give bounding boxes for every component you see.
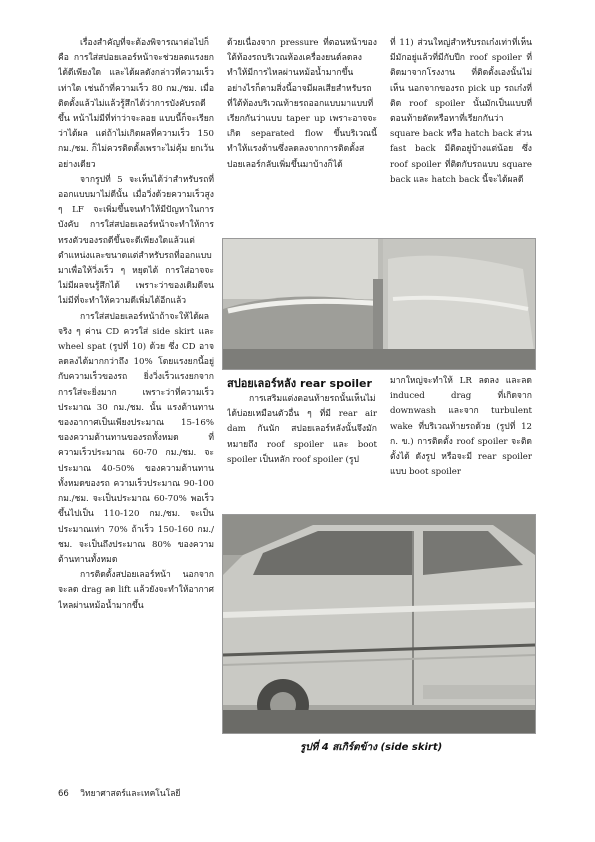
column-2-section-text: [227, 392, 377, 510]
rear-spoiler-heading: สปอยเลอร์หลัง rear spoiler: [227, 377, 372, 390]
column-3-section-text: [390, 374, 532, 510]
page-footer: [58, 786, 258, 800]
column-2-text: [227, 36, 377, 236]
col2-paragraph-1: ด้วยเนื่องจาก pressure ที่ตอนหน้าของใต้ท้องรถบริเวณห้องเครื่องยนต์ลดลงทำให้มีการไหลผ่านหม้อน้ำมากขึ้น อย่างไรก็ตามสิ่งนี้อาจมีผลเสียสำหรับรถที่ใต้ท้องบริเวณท้ายรถออกแบบมาแบบที่เรียกกันว่าแบบ taper up เพราะอาจจะเกิด separated flow ขึ้นบริเวณนี้ ทำให้แรงต้านซึ่งลดลงจากการติดตั้งสปอยเลอร์กลับเพิ่มขึ้นมาบ้างก็ได้: [227, 38, 377, 170]
rear-spoiler-illustration: [223, 239, 535, 369]
col1-paragraph-4: การติดตั้งสปอยเลอร์หน้า นอกจากจะลด drag ลด lift แล้วยังจะทำให้อากาศไหลผ่านหม้อน้ำมากขึ้น: [58, 570, 214, 611]
col1-paragraph-2: จากรูปที่ 5 จะเห็นได้ว่าสำหรับรถที่ออกแบบมาไม่ดีนั้น เมื่อวิ่งด้วยความเร็วสูง ๆ LF จะเพิ่มขึ้นจนทำให้มีปัญหาในการบังคับ การใส่สปอยเลอร์หน้าจะทำให้การทรงตัวของรถดีขึ้นจะดีเพียงใดแล้วแต่ตำแหน่งและขนาดแต่สำหรับรถที่ออกแบบมาเพื่อให้วิ่งเร็ว ๆ หยุดได้ การใส่อาจจะไม่มีผลจนรู้สึกได้ เพราะว่าของเดิมดีจนไม่มีที่จะทำให้ความดีเพิ่มได้อีกแล้ว: [58, 174, 214, 307]
side-skirt-car-illustration: [223, 515, 535, 733]
figure-caption: รูปที่ 4 สเกิร์ตข้าง (side skirt): [300, 742, 443, 753]
column-1-text: [58, 36, 214, 746]
col3-paragraph-1: ที่ 11) ส่วนใหญ่สำหรับรถเก๋งเท่าที่เห็นมีมักอยู่แล้วที่มีกับปีก roof spoiler ที่ติดมาจากโรงงาน ที่ติดตั้งเองนั้นไม่เห็น นอกจากของรถ pick up รถเก๋งที่ติด roof spoiler นั้นมักเป็นแบบที่ตอนท้ายตัดหรือหาที่เรียกกันว่า square back หรือ hatch back ส่วน fast back มีติดอยู่บ้างแต่น้อย ซึ่ง roof spoiler ที่ติดกับรถแบบ square back และ hatch back นี้จะได้ผลดี: [390, 38, 532, 185]
page-number: 66: [58, 789, 69, 799]
rear-spoiler-photo: [222, 238, 536, 370]
side-skirt-photo: [222, 514, 536, 734]
col1-paragraph-1: เรื่องสำคัญที่จะต้องพิจารณาต่อไปก็คือ การใส่สปอยเลอร์หน้าจะช่วยลดแรงยกได้ดีเพียงใด และได้ผลดังกล่าวที่ความเร็วเท่าใด เช่นถ้าที่ความเร็ว 80 กม./ชม. เมื่อติดตั้งแล้วไม่แล้วรู้สึกได้ว่าการบังคับรถดีขึ้น หน้าไม่มีที่ท่าว่าจะลอย แบบนี้ก็จะเรียกว่าได้ผล แต่ถ้าไม่เกิดผลที่ความเร็ว 150 กม./ชม. ก็ไม่ควรติดตั้งเพราะไม่คุ้ม ยกเว้นอย่างเดียว: [58, 38, 214, 170]
column-3-text: [390, 36, 532, 234]
journal-name: วิทยาศาสตร์และเทคโนโลยี: [80, 789, 181, 799]
col1-paragraph-3: การใส่สปอยเลอร์หน้าถ้าจะให้ได้ผลจริง ๆ ค่าน CD ควรใส่ side skirt และ wheel spat (รูปที่ 10) ด้วย ซึ่ง CD อาจลดลงได้มากกว่าถึง 10% โดยแรงยกนี้อยู่กับความเร็วของรถ ยิ่งวิ่งเร็วแรงยกจากการใส่จะยิ่งมาก เพราะว่าที่ความเร็วประมาณ 30 กม./ชม. นั้น แรงต้านทานของอากาศเป็นเพียงประมาณ 15-16% ของความต้านทานของรถทั้งหมด ที่ความเร็วประมาณ 60-70 กม./ชม. จะประมาณ 40-50% ของความต้านทานทั้งหมดของรถ ความเร็วประมาณ 90-100 กม./ชม. จะเป็นประมาณ 60-70% พอเร็วขึ้นไปเป็น 110-120 กม./ชม. จะเป็นประมาณเท่า 70% ถ้าเร็ว 150-160 กม./ชม. จะเป็นถึงประมาณ 80% ของความต้านทานทั้งหมด: [58, 311, 214, 565]
col2-section-paragraph: การเสริมแต่งตอนท้ายรถนั้นเห็นไม่ได้บ่อยเหมือนตัวอื่น ๆ ที่มี rear air dam กันนัก สปอยเลอร์หลังนั้นจึงมักหมายถึง roof spoiler และ boot spoiler เป็นหลัก roof spoiler (รูป: [227, 394, 377, 465]
col3-section-paragraph: มากใหญ่จะทำให้ LR ลดลง และลด induced drag ที่เกิดจาก downwash และจาก turbulent wake ที่บริเวณท้ายรถด้วย (รูปที่ 12 ก. ข.) การติดตั้ง roof spoiler จะติดตั้งได้ ดังรูป หรือจะมี rear spoiler แบบ boot spoiler: [390, 376, 532, 478]
